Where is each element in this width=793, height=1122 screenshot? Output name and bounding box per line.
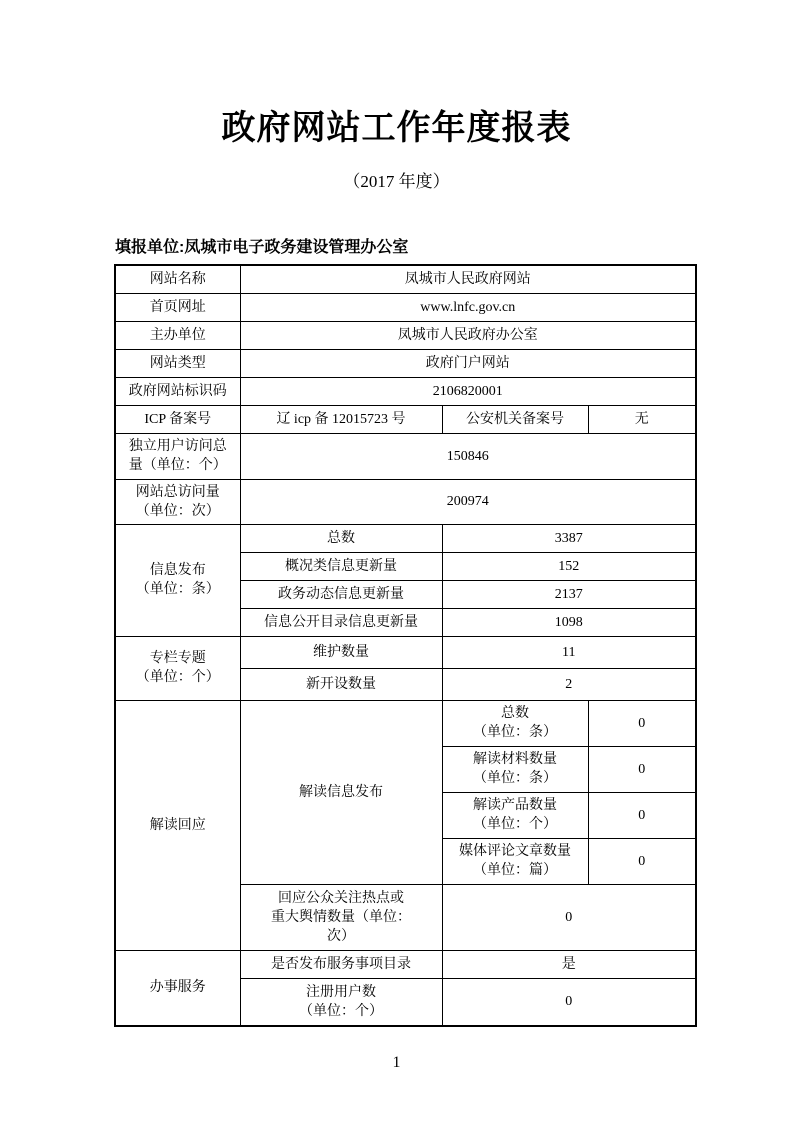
total-visits-label [115, 479, 240, 524]
sponsor-value: 凤城市人民政府办公室 [240, 321, 696, 349]
table-row [115, 433, 696, 479]
interpretation-publish-label: 解读信息发布 [240, 700, 442, 884]
label-line: 重大舆情数量（单位： [271, 909, 411, 925]
icp-label: ICP 备案号 [115, 405, 240, 433]
registered-users-value: 0 [442, 978, 696, 1026]
info-overview-value: 152 [442, 552, 696, 580]
homepage-url-value: www.lnfc.gov.cn [240, 293, 696, 321]
label-line: 媒体评论文章数量 [459, 844, 571, 859]
interpretation-group-label: 解读回应 [115, 700, 240, 950]
table-row [115, 405, 696, 433]
label-line: （单位：次） [135, 503, 220, 519]
maintain-count-value: 11 [442, 636, 696, 668]
site-code-label: 政府网站标识码 [115, 377, 240, 405]
label-line: 总数 [501, 706, 529, 721]
label-line: （单位：条） [473, 725, 557, 740]
service-catalog-label: 是否发布服务事项目录 [240, 950, 442, 978]
homepage-url-label: 首页网址 [115, 293, 240, 321]
new-count-value: 2 [442, 668, 696, 700]
table-row [115, 700, 696, 746]
table-row [115, 636, 696, 668]
info-overview-label: 概况类信息更新量 [240, 552, 442, 580]
info-catalog-value: 1098 [442, 608, 696, 636]
label-line: 回应公众关注热点或 [278, 890, 404, 906]
interp-media-label [442, 838, 588, 884]
info-dynamic-value: 2137 [442, 580, 696, 608]
label-line: 量（单位：个） [128, 458, 227, 473]
table-row [115, 377, 696, 405]
page-subtitle: （2017 年度） [343, 172, 450, 191]
label-line: （单位：篇） [473, 863, 557, 878]
response-hotspot-value: 0 [442, 884, 696, 950]
table-row [115, 349, 696, 377]
table-row [115, 321, 696, 349]
interp-total-label [442, 700, 588, 746]
label-line: 独立用户访问总 [128, 439, 227, 454]
reporting-unit-line: 填报单位:凤城市电子政务建设管理办公室 [115, 239, 409, 256]
page-number: 1 [392, 1054, 401, 1071]
label-line: （单位：个） [135, 670, 220, 685]
maintain-count-label: 维护数量 [240, 636, 442, 668]
page-title: 政府网站工作年度报表 [221, 109, 572, 147]
unique-visitors-label [115, 433, 240, 479]
info-catalog-label: 信息公开目录信息更新量 [240, 608, 442, 636]
label-line: 解读材料数量 [473, 752, 557, 767]
site-name-label: 网站名称 [115, 265, 240, 293]
info-publish-group-label [115, 524, 240, 636]
label-line: （单位：条） [473, 771, 557, 786]
site-name-value: 凤城市人民政府网站 [240, 265, 696, 293]
total-visits-value: 200974 [240, 479, 696, 524]
label-line: （单位：个） [299, 1003, 383, 1019]
info-total-label: 总数 [240, 524, 442, 552]
registered-users-label [240, 978, 442, 1026]
police-record-label: 公安机关备案号 [442, 405, 588, 433]
police-record-value: 无 [588, 405, 696, 433]
table-row [115, 293, 696, 321]
response-hotspot-label [240, 884, 442, 950]
table-row [115, 479, 696, 524]
new-count-label: 新开设数量 [240, 668, 442, 700]
special-topics-group-label [115, 636, 240, 700]
info-total-value: 3387 [442, 524, 696, 552]
service-catalog-value: 是 [442, 950, 696, 978]
label-line: 信息发布 [149, 563, 206, 578]
annual-report-table [114, 264, 697, 1027]
label-line: 注册用户数 [306, 984, 376, 1000]
interp-media-value: 0 [588, 838, 696, 884]
site-type-label: 网站类型 [115, 349, 240, 377]
site-type-value: 政府门户网站 [240, 349, 696, 377]
label-line: 次） [327, 928, 355, 944]
table-row [115, 950, 696, 978]
info-dynamic-label: 政务动态信息更新量 [240, 580, 442, 608]
label-line: 解读产品数量 [473, 798, 557, 813]
interp-material-value: 0 [588, 746, 696, 792]
interp-total-value: 0 [588, 700, 696, 746]
interp-material-label [442, 746, 588, 792]
services-group-label: 办事服务 [115, 950, 240, 1026]
site-code-value: 2106820001 [240, 377, 696, 405]
table-row [115, 524, 696, 552]
sponsor-label: 主办单位 [115, 321, 240, 349]
label-line: （单位：条） [135, 582, 220, 597]
interp-product-label [442, 792, 588, 838]
icp-value: 辽 icp 备 12015723 号 [240, 405, 442, 433]
label-line: （单位：个） [473, 817, 557, 832]
table-row [115, 265, 696, 293]
label-line: 网站总访问量 [135, 484, 220, 500]
unique-visitors-value: 150846 [240, 433, 696, 479]
label-line: 专栏专题 [149, 651, 206, 666]
interp-product-value: 0 [588, 792, 696, 838]
